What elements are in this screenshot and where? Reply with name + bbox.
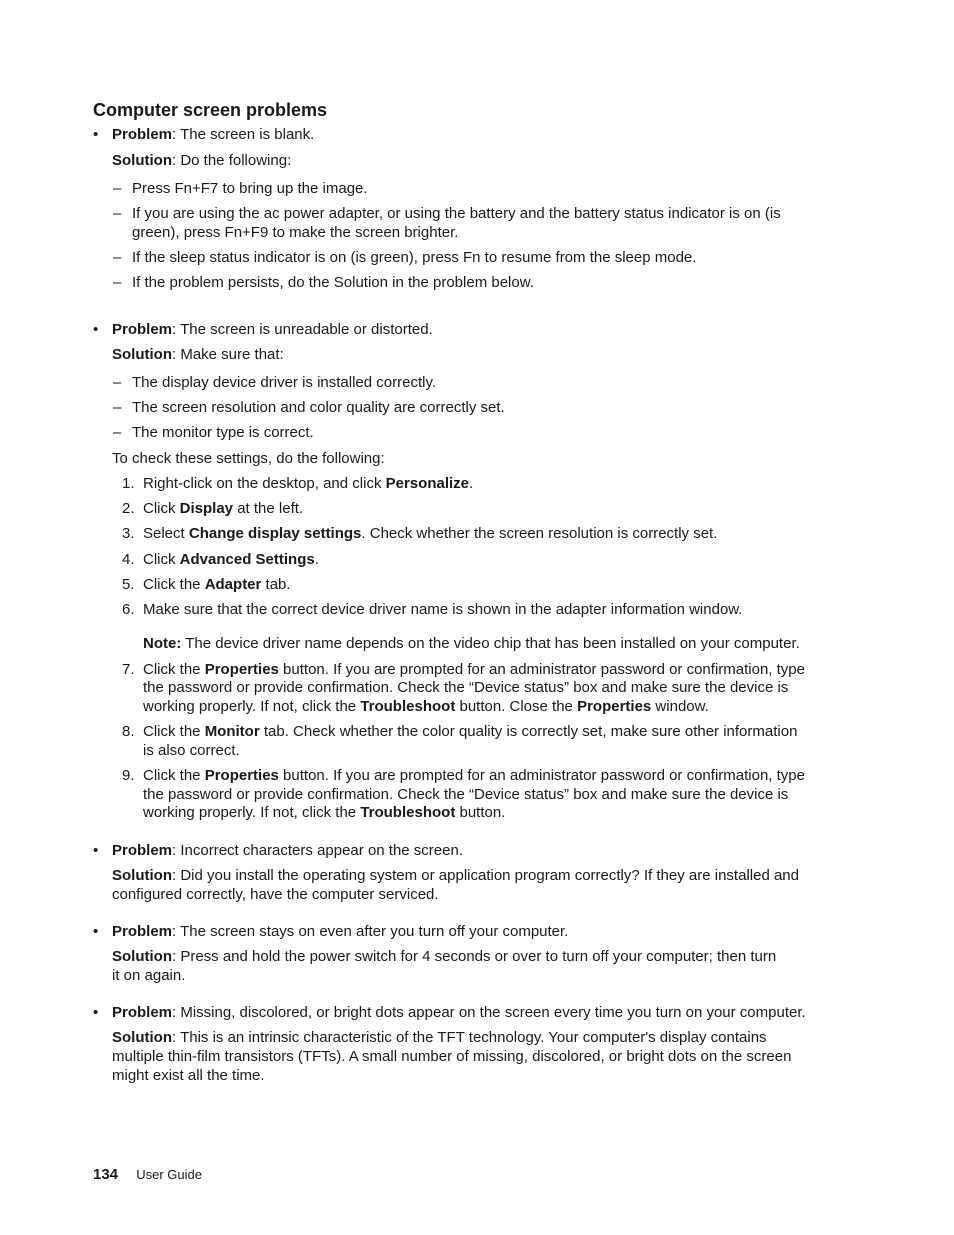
- step-text: Click the Properties button. If you are prompted for an administrator password or confirmation, type: [143, 767, 805, 784]
- solution-text: Solution: Press and hold the power switch for 4 seconds or over to turn off your computer; then turn: [112, 948, 777, 965]
- solution-text: multiple thin-film transistors (TFTs). A small number of missing, discolored, or bright dots on the screen: [112, 1048, 792, 1065]
- bullet: •: [93, 842, 99, 859]
- solution-text: Solution: Do the following:: [112, 152, 292, 169]
- dash: –: [113, 374, 122, 391]
- dash: –: [113, 424, 122, 441]
- solution-text: Solution: Make sure that:: [112, 346, 284, 363]
- step-text: is also correct.: [143, 742, 240, 759]
- solution-text: Solution: This is an intrinsic characteristic of the TFT technology. Your computer's display contains: [112, 1029, 767, 1046]
- bullet: •: [93, 1004, 99, 1021]
- step-number: 5.: [122, 576, 135, 593]
- list-item-text: If the sleep status indicator is on (is green), press Fn to resume from the sleep mode.: [132, 249, 697, 266]
- step-text: Make sure that the correct device driver name is shown in the adapter information window.: [143, 601, 743, 618]
- step-text: Select Change display settings. Check whether the screen resolution is correctly set.: [143, 525, 718, 542]
- step-number: 3.: [122, 525, 135, 542]
- intro-text: To check these settings, do the following:: [112, 450, 385, 467]
- dash: –: [113, 249, 122, 266]
- page-title: Computer screen problems: [93, 100, 328, 120]
- list-item-text: If the problem persists, do the Solution in the problem below.: [132, 274, 534, 291]
- list-item-text: green), press Fn+F9 to make the screen brighter.: [132, 224, 459, 241]
- list-item-text: The screen resolution and color quality are correctly set.: [132, 399, 505, 416]
- solution-text: Solution: Did you install the operating system or application program correctly? If they are installed and: [112, 867, 799, 884]
- step-text: the password or provide confirmation. Check the “Device status” box and make sure the device is: [143, 679, 789, 696]
- step-text: Click Advanced Settings.: [143, 551, 319, 568]
- step-number: 8.: [122, 723, 135, 740]
- problem-text: Problem: The screen is unreadable or distorted.: [112, 321, 433, 338]
- step-text: working properly. If not, click the Troubleshoot button. Close the Properties window.: [143, 698, 709, 715]
- step-number: 2.: [122, 500, 135, 517]
- note-text: Note: The device driver name depends on the video chip that has been installed on your computer.: [143, 635, 800, 652]
- step-text: Click the Properties button. If you are prompted for an administrator password or confirmation, type: [143, 661, 805, 678]
- bullet: •: [93, 923, 99, 940]
- list-item-text: If you are using the ac power adapter, or using the battery and the battery status indicator is on (is: [132, 205, 781, 222]
- step-text: Click the Adapter tab.: [143, 576, 291, 593]
- problem-text: Problem: The screen stays on even after you turn off your computer.: [112, 923, 569, 940]
- dash: –: [113, 180, 122, 197]
- step-text: Click Display at the left.: [143, 500, 304, 517]
- step-text: working properly. If not, click the Troubleshoot button.: [143, 804, 506, 821]
- problem-text: Problem: Incorrect characters appear on the screen.: [112, 842, 463, 859]
- footer-label: User Guide: [136, 1167, 202, 1182]
- list-item-text: The display device driver is installed correctly.: [132, 374, 437, 391]
- step-number: 9.: [122, 767, 135, 784]
- solution-text: might exist all the time.: [112, 1067, 265, 1084]
- dash: –: [113, 274, 122, 291]
- bullet: •: [93, 321, 99, 338]
- step-number: 1.: [122, 475, 135, 492]
- solution-text: it on again.: [112, 967, 186, 984]
- step-text: Click the Monitor tab. Check whether the color quality is correctly set, make sure other information: [143, 723, 798, 740]
- problem-text: Problem: The screen is blank.: [112, 126, 315, 143]
- dash: –: [113, 205, 122, 222]
- list-item-text: Press Fn+F7 to bring up the image.: [132, 180, 368, 197]
- list-item-text: The monitor type is correct.: [132, 424, 314, 441]
- dash: –: [113, 399, 122, 416]
- solution-text: configured correctly, have the computer serviced.: [112, 886, 439, 903]
- page-number: 134: [93, 1166, 119, 1183]
- step-number: 4.: [122, 551, 135, 568]
- step-text: the password or provide confirmation. Check the “Device status” box and make sure the device is: [143, 786, 789, 803]
- bullet: •: [93, 126, 99, 143]
- step-text: Right-click on the desktop, and click Personalize.: [143, 475, 474, 492]
- page-footer: [93, 1166, 202, 1184]
- problem-text: Problem: Missing, discolored, or bright dots appear on the screen every time you turn on your computer.: [112, 1004, 806, 1021]
- step-number: 7.: [122, 661, 135, 678]
- step-number: 6.: [122, 601, 135, 618]
